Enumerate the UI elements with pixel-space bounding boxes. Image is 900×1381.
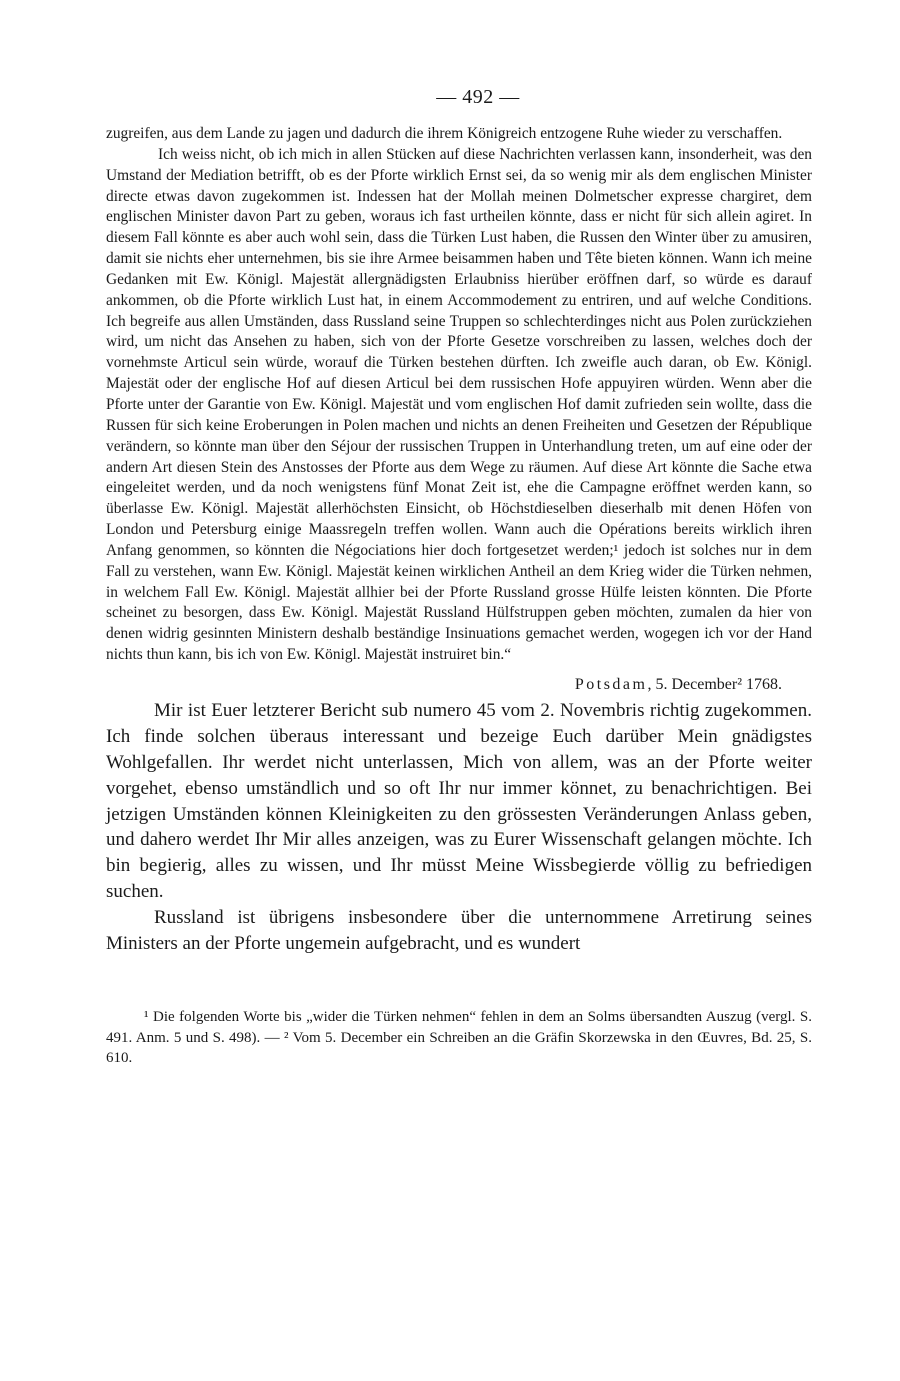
dateline-place: Potsdam bbox=[574, 675, 648, 693]
letter-paragraph-2: Ich weiss nicht, ob ich mich in allen Stücken auf diese Nachrichten verlassen kann, insonderheit, was den Umstand der Mediation betrifft, ob es der Pforte wirklich Ernst sei, da so wenig mir als dem englischen Minister directe etwas davon zugekommen ist. Indessen hat der Mollah meinen Dolmetscher expresse chargiret, dem englischen Minister davon Part zu geben, woraus ich fast urtheilen könnte, dass er nicht für sich allein agiret. In diesem Fall könnte es aber auch wohl sein, dass die Türken Lust haben, die Russen den Winter über zu amusiren, damit sie nichts eher unternehmen, bis sie ihre Armee beisammen haben und Tête bieten können. Wann ich meine Gedanken mit Ew. Königl. Majestät allergnädigsten Erlaubniss hierüber eröffnen darf, so würde es darauf ankommen, ob die Pforte wirklich Lust hat, in einem Accommodement zu entriren, und auf welche Conditions. Ich begreife aus allen Umständen, dass Russland seine Truppen so schlechterdinges nicht aus Polen zurückziehen wird, um nicht das Ansehen zu haben, sich von der Pforte Gesetze vorschreiben zu lassen, welches doch der vornehmste Articul sein würde, worauf die Türken bestehen dürften. Ich zweifle auch daran, ob Ew. Königl. Majestät oder der englische Hof auf diesen Articul bei dem russischen Hofe appuyiren würden. Wenn aber die Pforte unter der Garantie von Ew. Königl. Majestät und vom englischen Hof damit zufrieden sein wollte, dass die Russen für sich keine Eroberungen in Polen machen und nichts an denen Freiheiten und Gesetzen der République verändern, so könnte man über den Séjour der russischen Truppen in Unterhandlung treten, um auf eine oder der andern Art diesen Stein des Anstosses der Pforte aus dem Wege zu räumen. Auf diese Art könnte die Sache etwa eingeleitet werden, und da noch wenigstens fünf Monat Zeit ist, ehe die Campagne eröffnet werden kann, so überlasse Ew. Königl. Majestät allerhöchsten Einsicht, ob Höchstdieselben dieserhalb mit denen Höfen von London und Petersburg einige Maassregeln treffen wollen. Wann auch die Opérations bereits wirklich ihren Anfang genommen, so könnten die Négociations hier doch fortgesetzet werden;¹ jedoch ist solches nur in dem Fall zu verstehen, wann Ew. Königl. Majestät keinen wirklichen Antheil an dem Krieg wider die Türken nehmen, in welchem Fall Ew. Königl. Majestät allhier bei der Pforte Russland grosse Hülfe leisten könnten. Die Pforte scheinet zu besorgen, dass Ew. Königl. Majestät Russland Hülfstruppen geben möchten, zumalen da hier von denen widrig gesinnten Ministern deshalb beständige Insinuations gemachet werden, wogegen ich vor der Hand nichts thun kann, bis ich von Ew. Königl. Majestät instruiret bin.“ bbox=[106, 145, 812, 664]
page-number: — 492 — bbox=[436, 86, 520, 108]
document-page bbox=[106, 84, 812, 1069]
dateline bbox=[106, 671, 812, 698]
quoted-letter bbox=[106, 124, 812, 666]
footnotes bbox=[106, 1007, 812, 1069]
letter-paragraph-1: zugreifen, aus dem Lande zu jagen und dadurch die ihrem Königreich entzogene Ruhe wieder zu verschaffen. bbox=[106, 125, 783, 142]
main-paragraph-2: Russland ist übrigens insbesondere über die unternommene Arretirung seines Ministers an der Pforte ungemein aufgebracht, und es wundert bbox=[106, 907, 812, 955]
footnote: ¹ Die folgenden Worte bis „wider die Türken nehmen“ fehlen in dem an Solms übersandten Auszug (vergl. S. 491. Anm. 5 und S. 498). — ² Vom 5. December ein Schreiben an die Gräfin Skorzewska in den Œuvres, Bd. 25, S. 610. bbox=[106, 1009, 812, 1066]
main-text bbox=[106, 698, 812, 957]
dateline-date: , 5. December² 1768. bbox=[647, 675, 782, 693]
main-paragraph-1: Mir ist Euer letzterer Bericht sub numero 45 vom 2. Novembris richtig zugekommen. Ich finde solchen überaus interessant und bezeige Euch darüber Mein gnädigstes Wohlgefallen. Ihr werdet nicht unterlassen, Mich von allem, was an der Pforte weiter vorgehet, ebenso umständlich und so oft Ihr nur immer könnet, zu benachrichtigen. Bei jetzigen Umständen können Kleinigkeiten zu den grössesten Veränderungen Anlass geben, und dahero werdet Ihr Mir alles anzeigen, was zu Eurer Wissenschaft gelangen möchte. Ich bin begierig, alles zu wissen, und Ihr müsst Meine Wissbegierde völlig zu befriedigen suchen. bbox=[106, 699, 812, 903]
